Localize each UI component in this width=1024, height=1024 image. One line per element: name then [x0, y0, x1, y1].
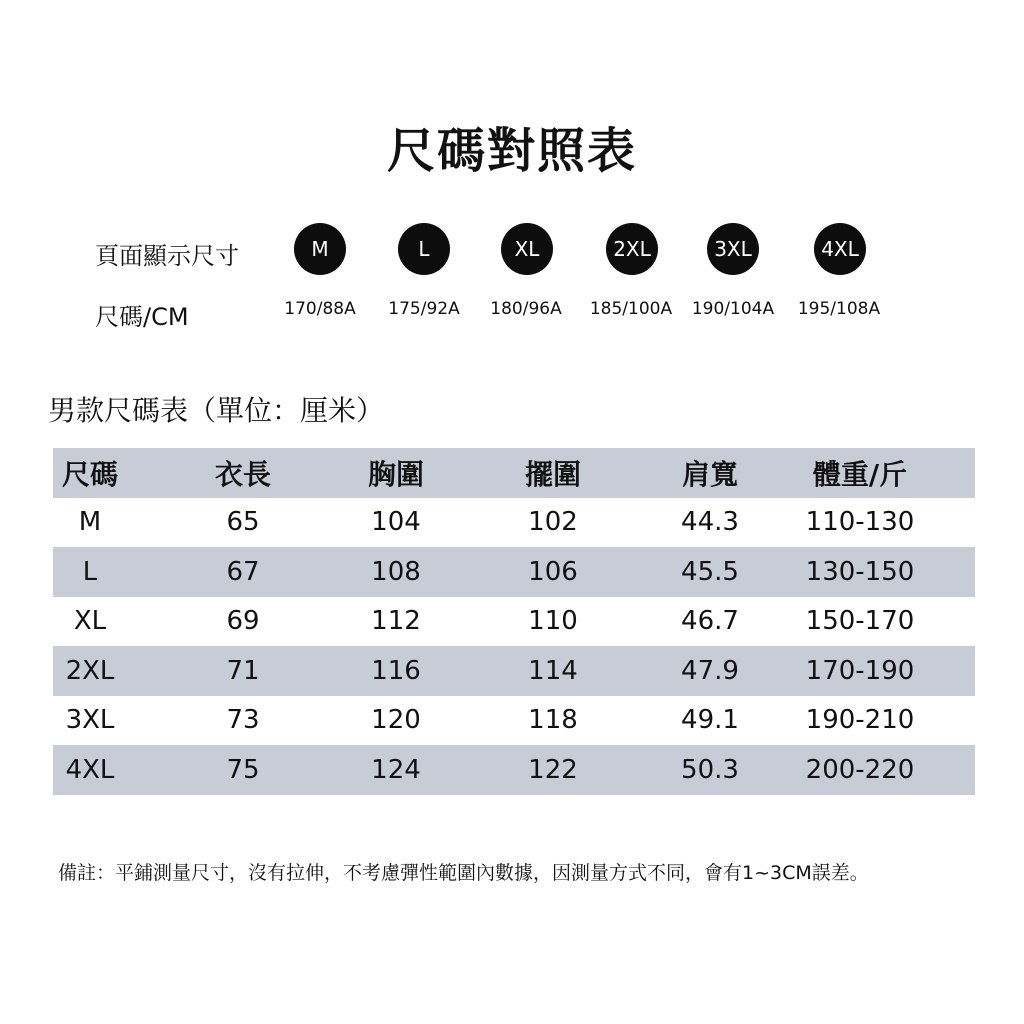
table-cell: 69: [226, 606, 260, 637]
size-code-xl: 180/96A: [490, 299, 562, 319]
size-badge-xl: XL: [501, 223, 553, 275]
table-cell: 106: [528, 556, 578, 587]
table-header-cell: 尺碼: [61, 457, 118, 491]
table-cell: 67: [226, 556, 260, 587]
table-cell: 170-190: [805, 655, 915, 686]
table-row: [53, 597, 975, 647]
table-cell: 120: [371, 705, 421, 736]
table-header-cell: 體重/斤: [812, 457, 908, 491]
table-header-cell: 衣長: [214, 457, 271, 491]
table-cell: M: [78, 507, 102, 538]
table-row: [53, 498, 975, 548]
size-code-2xl: 185/100A: [589, 299, 673, 319]
table-cell: 46.7: [681, 606, 739, 637]
table-header-cell: 肩寬: [681, 457, 738, 491]
table-cell: 130-150: [805, 556, 915, 587]
table-cell: 2XL: [65, 655, 115, 686]
size-table: [53, 448, 975, 795]
table-cell: 4XL: [65, 754, 115, 785]
size-badge-4xl: 4XL: [814, 223, 866, 275]
size-cm-label: 尺碼/CM: [95, 303, 189, 331]
table-cell: XL: [73, 606, 107, 637]
table-cell: 49.1: [681, 705, 739, 736]
table-cell: 200-220: [805, 754, 915, 785]
size-code-4xl: 195/108A: [797, 299, 881, 319]
table-cell: 71: [226, 655, 260, 686]
size-code-l: 175/92A: [388, 299, 460, 319]
size-code-m: 170/88A: [284, 299, 356, 319]
table-cell: 190-210: [805, 705, 915, 736]
table-header-row: [53, 448, 975, 498]
table-cell: 73: [226, 705, 260, 736]
table-row: [53, 646, 975, 696]
table-cell: 3XL: [65, 705, 115, 736]
size-badge-l: L: [398, 223, 450, 275]
table-cell: 47.9: [681, 655, 739, 686]
table-header-cell: 胸圍: [367, 457, 424, 491]
table-cell: 114: [528, 655, 578, 686]
table-cell: 112: [371, 606, 421, 637]
size-code-3xl: 190/104A: [691, 299, 775, 319]
table-cell: 122: [528, 754, 578, 785]
table-cell: 110-130: [805, 507, 915, 538]
table-cell: 102: [528, 507, 578, 538]
table-row: [53, 547, 975, 597]
table-cell: 118: [528, 705, 578, 736]
table-cell: 104: [371, 507, 421, 538]
measurement-note: 備註：平鋪測量尺寸，沒有拉伸，不考慮彈性範圍內數據，因測量方式不同，會有1~3CM誤差。: [58, 862, 869, 884]
page-title: 尺碼對照表: [386, 123, 637, 179]
table-cell: L: [82, 556, 98, 587]
table-row: [53, 745, 975, 795]
size-badge-3xl: 3XL: [707, 223, 759, 275]
table-subtitle: 男款尺碼表（單位：厘米）: [48, 394, 385, 427]
table-cell: 65: [226, 507, 260, 538]
table-header-cell: 擺圍: [524, 457, 581, 491]
size-badge-2xl: 2XL: [606, 223, 658, 275]
table-cell: 116: [371, 655, 421, 686]
table-cell: 45.5: [681, 556, 739, 587]
table-cell: 50.3: [681, 754, 739, 785]
table-cell: 124: [371, 754, 421, 785]
table-row: [53, 696, 975, 746]
table-cell: 108: [371, 556, 421, 587]
display-size-label: 頁面顯示尺寸: [95, 242, 239, 270]
table-cell: 75: [226, 754, 260, 785]
table-cell: 44.3: [681, 507, 739, 538]
size-badge-m: M: [294, 223, 346, 275]
table-cell: 110: [528, 606, 578, 637]
table-cell: 150-170: [805, 606, 915, 637]
